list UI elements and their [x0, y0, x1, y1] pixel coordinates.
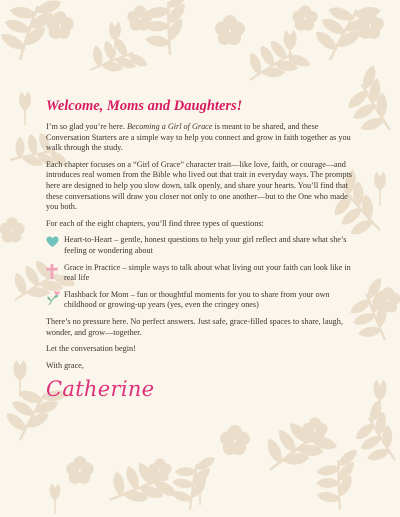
question-type-heart-to-heart [46, 235, 358, 256]
question-type-text: Flashback for Mom – fun or thoughtful moments for you to share from your own childhood or growing-up years (yes, even the cringey ones) [64, 289, 330, 310]
chapter-paragraph: Each chapter focuses on a “Girl of Grace” character trait—like love, faith, or courage—and introduces real women from the Bible who lived out that trait in everyday ways. The prompts here are designed to help you slow down, talk openly, and share your hearts. You’ll find that these conversations will draw you closer not only to one another—but to the One who made you both. [46, 159, 352, 212]
book-title: Becoming a Girl of Grace [126, 122, 213, 131]
intro-paragraph [46, 122, 358, 154]
question-type-flashback-for-mom [46, 290, 358, 311]
closing-call: Let the conversation begin! [46, 344, 136, 354]
question-type-grace-in-practice [46, 263, 358, 284]
question-type-text: Heart-to-Heart – gentle, honest questions to help your girl reflect and share what she’s feeling or wondering about [64, 235, 347, 255]
question-type-text: Grace in Practice – simple ways to talk about what living out your faith can look like in real life [64, 262, 351, 283]
page-title: Welcome, Moms and Daughters! [46, 98, 243, 114]
signature: Catherine [46, 377, 155, 402]
flower-icon [46, 291, 64, 306]
closing-salutation: With grace, [46, 360, 84, 370]
cross-icon [46, 264, 64, 279]
no-pressure-paragraph: There’s no pressure here. No perfect answers. Just safe, grace-filled spaces to share, laugh, wonder, and grow—together. [46, 316, 343, 337]
intro-text-end: is meant to be shared, and these Conversation Starters are a simple way to help you connect and grow in faith together as you walk through the study. [46, 122, 351, 153]
heart-icon [46, 236, 64, 248]
question-types-intro: For each of the eight chapters, you’ll find three types of questions: [46, 218, 264, 228]
letter [46, 98, 358, 401]
intro-text-start: I’m so glad you’re here. [46, 122, 127, 131]
